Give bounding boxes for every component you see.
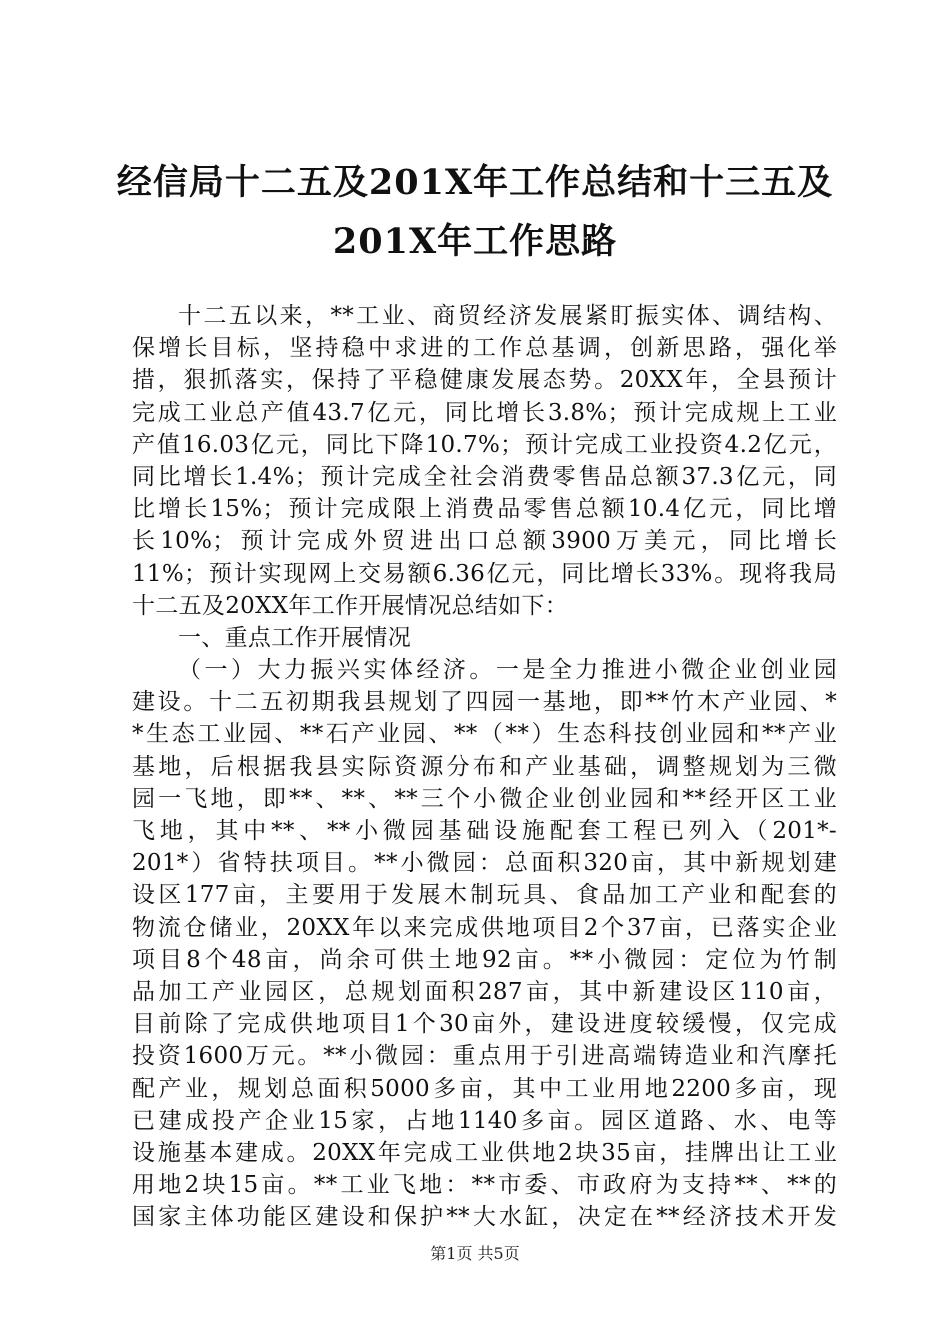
paragraph-line: 设施基本建成。20XX年完成工业供地2块35亩，挂牌出让工业 xyxy=(132,1139,837,1166)
paragraph-1 xyxy=(132,300,837,622)
paragraph-2 xyxy=(132,654,837,1233)
paragraph-line: 配产业，规划总面积5000多亩，其中工业用地2200多亩，现 xyxy=(132,1075,837,1102)
paragraph-line: 项目8个48亩，尚余可供土地92亩。**小微园：定位为竹制 xyxy=(132,946,837,973)
paragraph-line: 完成工业总产值43.7亿元，同比增长3.8%；预计完成规上工业 xyxy=(132,399,837,426)
paragraph-line: 已建成投产企业15家，占地1140多亩。园区道路、水、电等 xyxy=(132,1107,837,1134)
document-title-line-2: 201X年工作思路 xyxy=(332,221,618,262)
paragraph-line: 201*）省特扶项目。**小微园：总面积320亩，其中新规划建 xyxy=(132,850,837,877)
paragraph-line: 产值16.03亿元，同比下降10.7%；预计完成工业投资4.2亿元， xyxy=(132,431,837,458)
paragraph-line: 用地2块15亩。**工业飞地：**市委、市政府为支持**、**的 xyxy=(132,1172,837,1199)
paragraph-line: 比增长15%；预计完成限上消费品零售总额10.4亿元，同比增 xyxy=(132,496,837,523)
paragraph-line: 园一飞地，即**、**、**三个小微企业创业园和**经开区工业 xyxy=(132,785,837,812)
paragraph-line: 措，狠抓落实，保持了平稳健康发展态势。20XX年，全县预计 xyxy=(132,367,837,394)
paragraph-line: 11%；预计实现网上交易额6.36亿元，同比增长33%。现将我局 xyxy=(132,560,837,587)
document-title-line-1: 经信局十二五及201X年工作总结和十三五及 xyxy=(116,162,834,203)
paragraph-line: （一）大力振兴实体经济。一是全力推进小微企业创业园 xyxy=(178,657,837,684)
paragraph-line: 投资1600万元。**小微园：重点用于引进高端铸造业和汽摩托 xyxy=(132,1043,837,1070)
paragraph-line: 同比增长1.4%；预计完成全社会消费零售品总额37.3亿元，同 xyxy=(132,463,837,490)
paragraph-line: 设区177亩，主要用于发展木制玩具、食品加工产业和配套的 xyxy=(132,882,837,909)
paragraph-line: 物流仓储业，20XX年以来完成供地项目2个37亩，已落实企业 xyxy=(132,914,837,941)
document-body xyxy=(132,300,837,1233)
paragraph-line: 十二五以来，**工业、商贸经济发展紧盯振实体、调结构、 xyxy=(178,303,837,329)
paragraph-line: 保增长目标，坚持稳中求进的工作总基调，创新思路，强化举 xyxy=(132,335,837,362)
paragraph-line: 目前除了完成供地项目1个30亩外，建设进度较缓慢，仅完成 xyxy=(132,1011,837,1038)
paragraph-line: 十二五及20XX年工作开展情况总结如下： xyxy=(132,592,569,619)
paragraph-line: 飞地，其中**、**小微园基础设施配套工程已列入（201*- xyxy=(132,818,837,844)
page-footer: 第1页 共5页 xyxy=(430,1244,520,1263)
paragraph-line: 建设。十二五初期我县规划了四园一基地，即**竹木产业园、* xyxy=(132,689,837,716)
paragraph-line: 基地，后根据我县实际资源分布和产业基础，调整规划为三微 xyxy=(132,753,837,780)
paragraph-line: 长10%；预计完成外贸进出口总额3900万美元，同比增长 xyxy=(132,528,837,555)
section-heading-1: 一、重点工作开展情况 xyxy=(178,624,411,651)
paragraph-line: 国家主体功能区建设和保护**大水缸，决定在**经济技术开发 xyxy=(132,1204,837,1231)
paragraph-line: *生态工业园、**石产业园、**（**）生态科技创业园和**产业 xyxy=(132,721,837,748)
paragraph-line: 品加工产业园区，总规划面积287亩，其中新建设区110亩， xyxy=(132,978,837,1005)
